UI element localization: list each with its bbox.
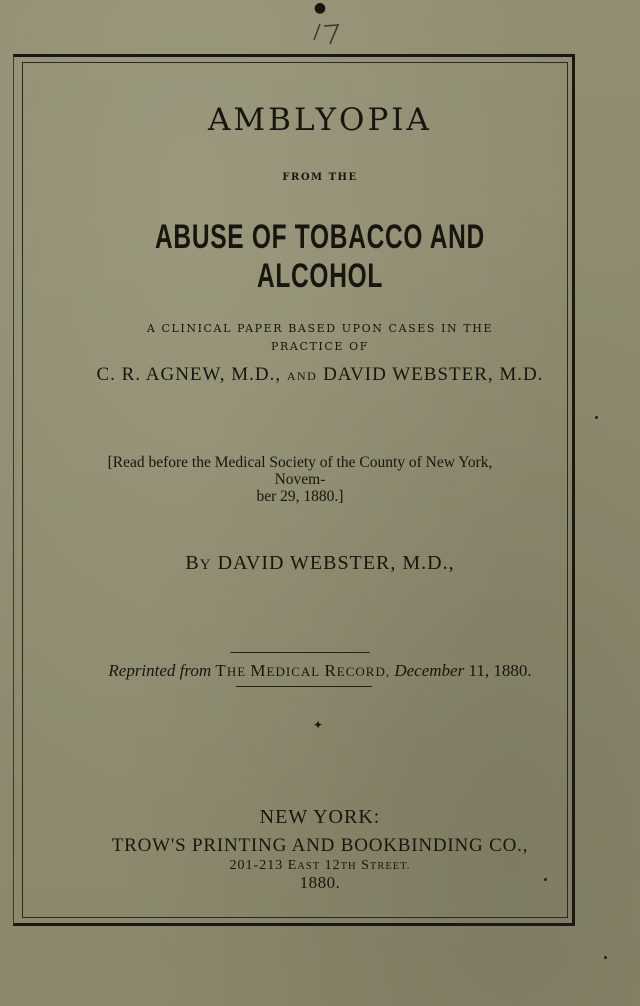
from-the-label: FROM THE bbox=[282, 172, 358, 183]
imprint-year: 1880. bbox=[299, 873, 341, 892]
sc-m: M bbox=[250, 661, 267, 680]
imprint-address bbox=[0, 858, 640, 874]
byline-b: B bbox=[185, 552, 200, 574]
sc-ecord: ECORD, bbox=[336, 664, 391, 679]
rule-below-reprint bbox=[236, 686, 372, 687]
read-note bbox=[90, 454, 510, 505]
address-ast: AST bbox=[297, 861, 321, 872]
byline-y: Y bbox=[199, 557, 212, 573]
sc-r: R bbox=[324, 661, 337, 680]
ink-speck: ✦ bbox=[313, 718, 324, 732]
authors-and: AND bbox=[286, 369, 318, 383]
imprint-city: NEW YORK: bbox=[259, 806, 381, 828]
imprint-printer: TROW'S PRINTING AND BOOKBINDING CO., bbox=[111, 835, 529, 856]
byline bbox=[0, 552, 640, 575]
clinical-paper-description bbox=[0, 320, 640, 356]
reprinted-from: Reprinted from bbox=[108, 661, 212, 680]
ornament-bullet: ● bbox=[313, 0, 327, 16]
address-s: S bbox=[361, 858, 370, 873]
address-number: 201-213 bbox=[229, 858, 284, 873]
author-webster: DAVID WEBSTER, M.D. bbox=[323, 364, 544, 385]
reprint-date: 11, 1880. bbox=[468, 661, 532, 680]
address-treet: TREET. bbox=[369, 861, 411, 872]
read-note-line-1: [Read before the Medical Society of the County of New York, Novem- bbox=[107, 454, 493, 488]
rule-above-reprint bbox=[230, 652, 370, 653]
clinical-line-2: PRACTICE OF bbox=[271, 340, 369, 353]
sc-edical: EDICAL bbox=[266, 664, 321, 679]
reprint-notice bbox=[0, 661, 640, 681]
author-agnew: C. R. AGNEW, M.D., bbox=[96, 364, 282, 385]
document-subtitle: ABUSE OF TOBACCO AND ALCOHOL bbox=[155, 218, 485, 295]
document-title: AMBLYOPIA bbox=[208, 102, 432, 138]
authors-line bbox=[0, 364, 640, 386]
handwritten-page-number bbox=[300, 18, 360, 48]
address-th: TH bbox=[340, 861, 357, 872]
byline-name: DAVID WEBSTER, M.D., bbox=[217, 552, 455, 574]
paper-speck bbox=[595, 416, 598, 419]
handwriting-mark bbox=[300, 18, 360, 48]
address-e: E bbox=[287, 858, 298, 873]
reprint-month: December bbox=[394, 661, 465, 680]
address-12: 12 bbox=[324, 858, 341, 873]
paper-speck bbox=[604, 956, 607, 959]
sc-t: T bbox=[215, 661, 227, 680]
clinical-line-1: A CLINICAL PAPER BASED UPON CASES IN THE bbox=[146, 322, 494, 335]
paper-speck bbox=[544, 878, 547, 881]
read-note-line-2: ber 29, 1880.] bbox=[256, 488, 344, 505]
sc-he: HE bbox=[226, 664, 247, 679]
